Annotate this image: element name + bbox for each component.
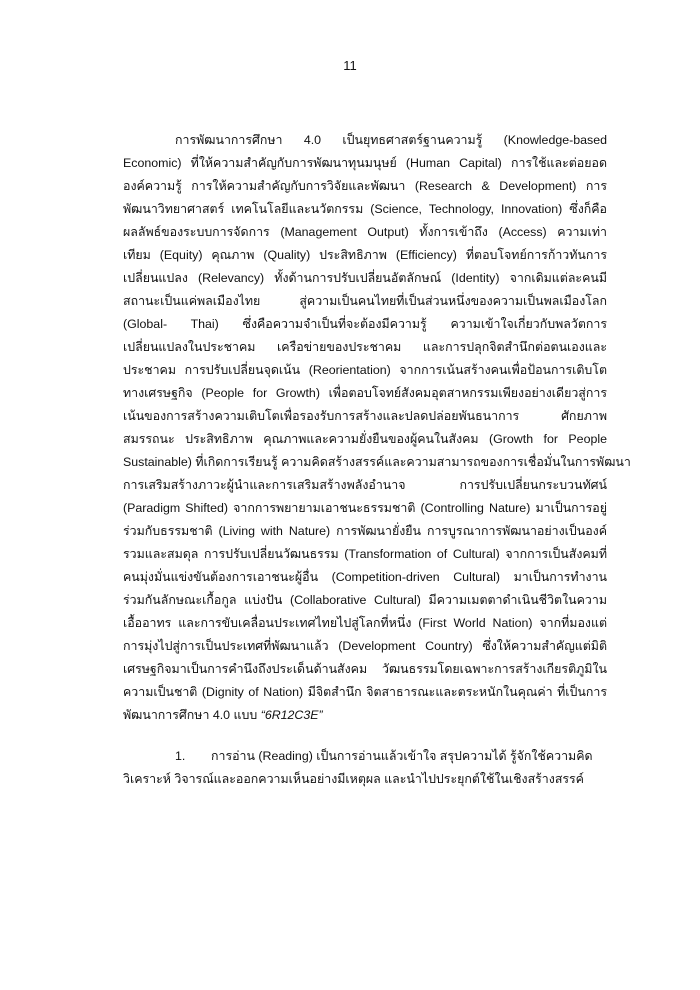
paragraph-line: เทียม (Equity) คุณภาพ (Quality) ประสิทธิภาพ (Efficiency) ที่ตอบโจทย์การก้าวทันการ: [123, 248, 607, 262]
paragraph-line: การพัฒนาการศึกษา 4.0 เป็นยุทธศาสตร์ฐานความรู้ (Knowledge-based: [175, 133, 607, 147]
paragraph-line: สถานะเป็นแค่พลเมืองไทย สู่ความเป็นคนไทยที่เป็นส่วนหนึ่งของความเป็นพลเมืองโลก: [123, 294, 607, 308]
paragraph-line: เน้นของการสร้างความเติบโตเพื่อรองรับการสร้างและปลดปล่อยพันธนาการ ศักยภาพ: [123, 409, 607, 423]
paragraph-line: พัฒนาวิทยาศาสตร์ เทคโนโลยีและนวัตกรรม (Science, Technology, Innovation) ซึ่งก็คือ: [123, 202, 607, 216]
paragraph-line: ทางเศรษฐกิจ (People for Growth) เพื่อตอบโจทย์สังคมอุตสาหกรรมเพียงอย่างเดียวสู่การ: [123, 386, 607, 400]
paragraph-line: องค์ความรู้ การให้ความสำคัญกับการวิจัยและพัฒนา (Research & Development) การ: [123, 179, 607, 193]
list-item-text: การอ่าน (Reading) เป็นการอ่านแล้วเข้าใจ สรุปความได้ รู้จักใช้ความคิด: [211, 749, 593, 763]
paragraph-line: รวมและสมดุล การปรับเปลี่ยนวัฒนธรรม (Transformation of Cultural) จากการเป็นสังคมที่: [123, 547, 607, 561]
page-number: 11: [343, 58, 357, 73]
list-item-continuation: วิเคราะห์ วิจารณ์และออกความเห็นอย่างมีเหตุผล และนำไปประยุกต์ใช้ในเชิงสร้างสรรค์: [123, 772, 584, 786]
paragraph-line: เปลี่ยนแปลงในประชาคม เครือข่ายของประชาคม และการปลุกจิตสำนึกต่อตนเองและ: [123, 340, 607, 354]
paragraph-line: ประชาคม การปรับเปลี่ยนจุดเน้น (Reorientation) จากการเน้นสร้างคนเพื่อป้อนการเติบโต: [123, 363, 607, 377]
paragraph-line: เปลี่ยนแปลง (Relevancy) ทั้งด้านการปรับเปลี่ยนอัตลักษณ์ (Identity) จากเดิมแต่ละคนมี: [123, 271, 607, 285]
paragraph-line: ร่วมกับธรรมชาติ (Living with Nature) การพัฒนายั่งยืน การบูรณาการพัฒนาอย่างเป็นองค์: [123, 524, 607, 538]
paragraph-line: เอื้ออาทร และการขับเคลื่อนประเทศไทยไปสู่โลกที่หนึ่ง (First World Nation) จากที่มองแต่: [123, 616, 607, 630]
paragraph-line: (Paradigm Shifted) จากการพยายามเอาชนะธรรมชาติ (Controlling Nature) มาเป็นการอยู่: [123, 501, 607, 515]
paragraph-line: ความเป็นชาติ (Dignity of Nation) มีจิตสำนึก จิตสาธารณะและตระหนักในคุณค่า ที่เป็นการ: [123, 685, 607, 699]
paragraph-line: (Global- Thai) ซึ่งคือความจำเป็นที่จะต้องมีความรู้ ความเข้าใจเกี่ยวกับพลวัตการ: [123, 317, 607, 331]
paragraph-line: Economic) ที่ให้ความสำคัญกับการพัฒนาทุนมนุษย์ (Human Capital) การใช้และต่อยอด: [123, 156, 607, 170]
paragraph-line: ร่วมกันลักษณะเกื้อกูล แบ่งปัน (Collaborative Cultural) มีความเมตตาดำเนินชีวิตในความ: [123, 593, 607, 607]
last-line-text: พัฒนาการศึกษา 4.0 แบบ: [123, 708, 258, 722]
paragraph-last-line: [123, 705, 607, 725]
list-item: [175, 746, 607, 766]
paragraph-line: ผลลัพธ์ของระบบการจัดการ (Management Output) ทั้งการเข้าถึง (Access) ความเท่า: [123, 225, 607, 239]
paragraph-line: Sustainable) ที่เกิดการเรียนรู้ ความคิดสร้างสรรค์และความสามารถของการเชื่อมั่นในการพัฒนา: [123, 455, 631, 469]
paragraph-line: เศรษฐกิจมาเป็นการคำนึงถึงประเด็นด้านสังคม วัฒนธรรมโดยเฉพาะการสร้างเกียรติภูมิใน: [123, 662, 607, 676]
emphasis-term: “6R12C3E”: [260, 708, 323, 722]
paragraph-line: คนมุ่งมั่นแข่งขันต้องการเอาชนะผู้อื่น (Competition-driven Cultural) มาเป็นการทำงาน: [123, 570, 607, 584]
paragraph-line: สมรรถนะ ประสิทธิภาพ คุณภาพและความยั่งยืนของผู้คนในสังคม (Growth for People: [123, 432, 607, 446]
paragraph-line: การมุ่งไปสู่การเป็นประเทศที่พัฒนาแล้ว (Development Country) ซึ่งให้ความสำคัญแต่มิติ: [123, 639, 607, 653]
list-item-number: 1.: [175, 749, 186, 763]
paragraph-line: การเสริมสร้างภาวะผู้นำและการเสริมสร้างพลังอำนาจ การปรับเปลี่ยนกระบวนทัศน์: [123, 478, 607, 492]
